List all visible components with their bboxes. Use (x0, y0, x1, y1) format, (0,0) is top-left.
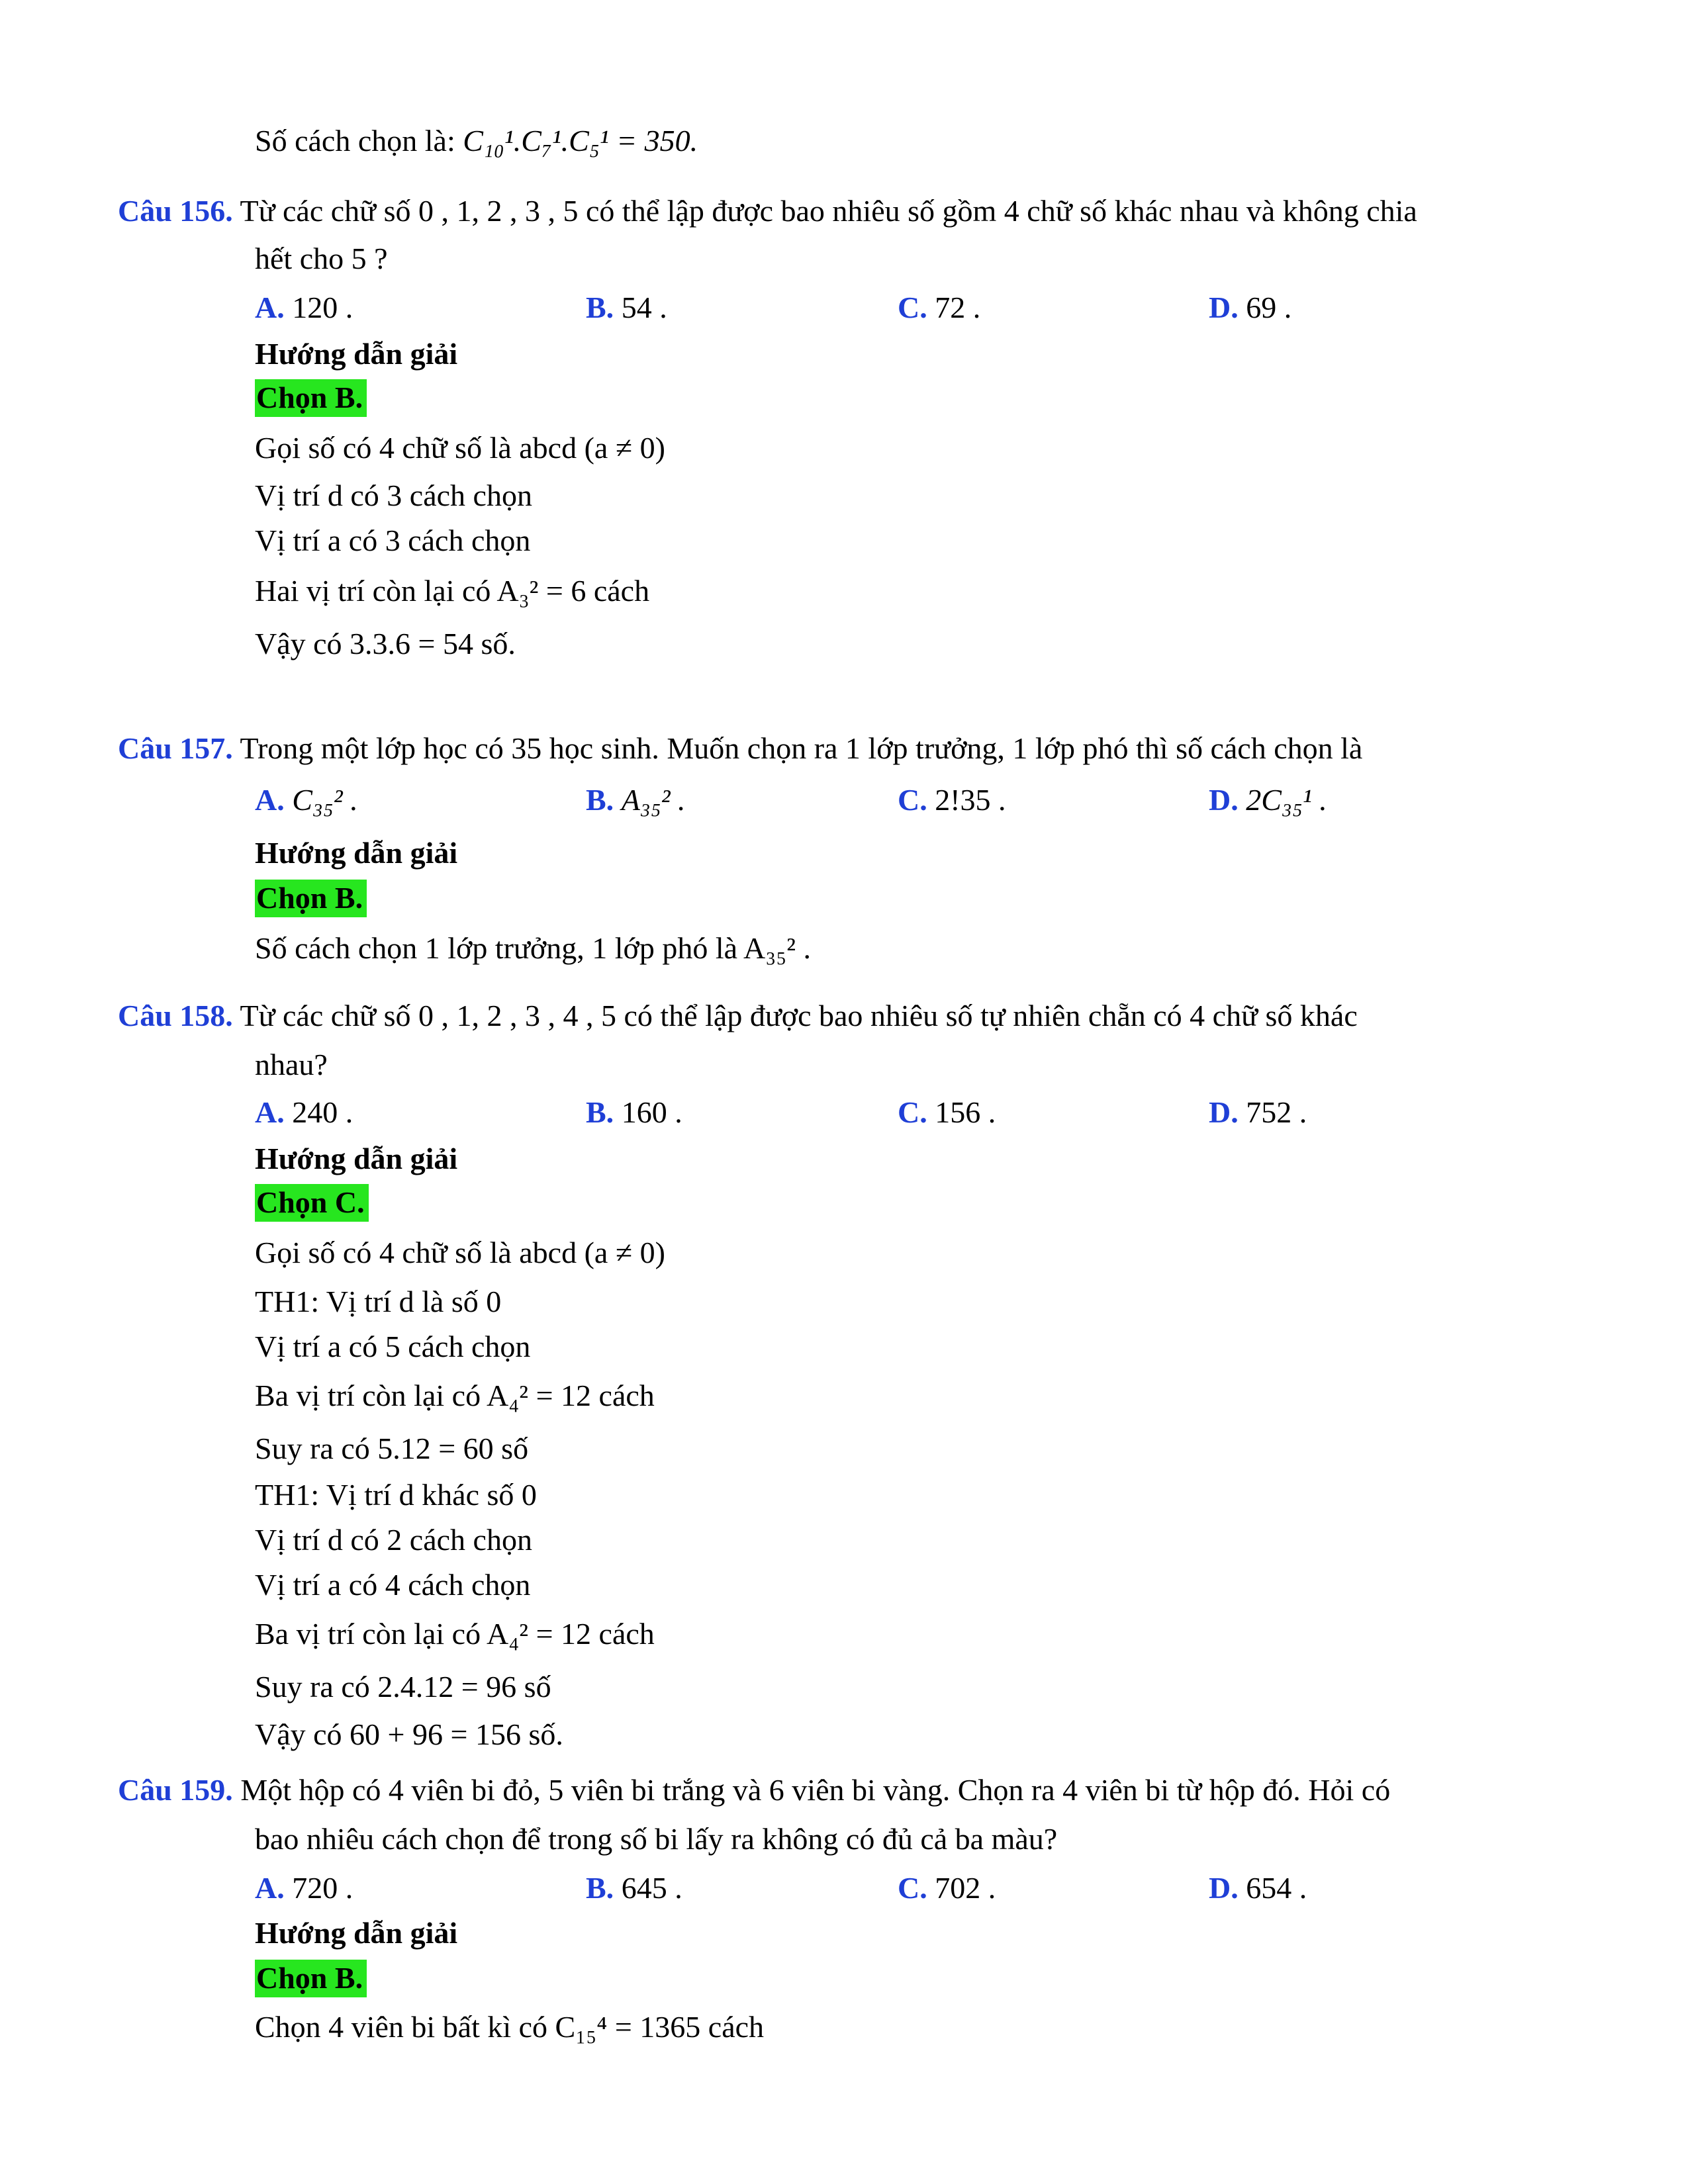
solution-text: Số cách chọn là: (255, 124, 455, 158)
option-value: 702 . (935, 1871, 996, 1905)
option-label: A. (255, 783, 285, 817)
option-value: 69 . (1246, 291, 1292, 324)
option-value: 54 . (621, 291, 667, 324)
option-value: 2!35 . (935, 783, 1006, 817)
option-value: 720 . (292, 1871, 353, 1905)
solution-line: Chọn 4 viên bi bất kì có C₁₅⁴ = 1365 cách (255, 2010, 765, 2044)
option-label: A. (255, 291, 285, 324)
solution-formula: C₁₀¹.C₇¹.C₅¹ = 350. (463, 124, 698, 158)
answer-line (255, 1963, 367, 1993)
option-label: B. (586, 1871, 614, 1905)
option-b (586, 1873, 682, 1903)
option-value: 240 . (292, 1095, 353, 1129)
solution-line: Suy ra có 5.12 = 60 số (255, 1432, 529, 1465)
option-value: A₃₅² . (621, 783, 686, 817)
solution-line: Ba vị trí còn lại có A₄² = 12 cách (255, 1379, 655, 1412)
option-label: D. (1209, 1871, 1239, 1905)
solution-line: Vị trí d có 3 cách chọn (255, 478, 532, 512)
option-c (898, 293, 980, 323)
solution-line: Số cách chọn 1 lớp trưởng, 1 lớp phó là A₃₅² . (255, 931, 812, 965)
answer-badge: Chọn B. (255, 880, 367, 917)
option-label: C. (898, 1095, 927, 1129)
answer-line (255, 883, 367, 913)
guide-heading: Hướng dẫn giải (255, 337, 458, 371)
solution-line: Vậy có 3.3.6 = 54 số. (255, 627, 516, 660)
option-label: B. (586, 783, 614, 817)
option-d (1209, 1873, 1307, 1903)
answer-badge: Chọn B. (255, 379, 367, 417)
question-label: Câu 158. (118, 999, 233, 1032)
solution-line: Suy ra có 2.4.12 = 96 số (255, 1670, 551, 1704)
option-label: B. (586, 1095, 614, 1129)
solution-line: Vị trí a có 5 cách chọn (255, 1330, 531, 1363)
option-b (586, 1097, 682, 1128)
answer-badge: Chọn C. (255, 1184, 369, 1222)
question-text: Một hộp có 4 viên bi đỏ, 5 viên bi trắng và 6 viên bi vàng. Chọn ra 4 viên bi từ hộp đó. Hỏi có (240, 1773, 1391, 1807)
option-c (898, 1097, 996, 1128)
option-label: B. (586, 291, 614, 324)
solution-line: Hai vị trí còn lại có A₃² = 6 cách (255, 574, 650, 608)
option-value: 160 . (621, 1095, 682, 1129)
option-value: 654 . (1246, 1871, 1307, 1905)
question-label: Câu 159. (118, 1773, 233, 1807)
option-label: D. (1209, 291, 1239, 324)
option-value: 645 . (621, 1871, 682, 1905)
question-text: Từ các chữ số 0 , 1, 2 , 3 , 4 , 5 có thể lập được bao nhiêu số tự nhiên chẵn có 4 chữ số khác (240, 999, 1358, 1032)
option-label: C. (898, 1871, 927, 1905)
option-value: 72 . (935, 291, 981, 324)
option-value: 120 . (292, 291, 353, 324)
option-a (255, 1097, 353, 1128)
solution-line: Ba vị trí còn lại có A₄² = 12 cách (255, 1617, 655, 1651)
question-157 (118, 733, 1362, 764)
option-value: 2C₃₅¹ . (1246, 783, 1327, 817)
option-value: 156 . (935, 1095, 996, 1129)
option-label: A. (255, 1871, 285, 1905)
guide-heading: Hướng dẫn giải (255, 836, 458, 870)
question-text: Trong một lớp học có 35 học sinh. Muốn chọn ra 1 lớp trưởng, 1 lớp phó thì số cách chọn là (240, 731, 1363, 765)
solution-line: Gọi số có 4 chữ số là abcd (a ≠ 0) (255, 431, 665, 465)
answer-line (255, 383, 367, 413)
option-value: 752 . (1246, 1095, 1307, 1129)
question-text-line2: nhau? (255, 1048, 328, 1081)
option-b (586, 293, 667, 323)
guide-heading: Hướng dẫn giải (255, 1142, 458, 1175)
option-b (586, 785, 686, 815)
answer-badge: Chọn B. (255, 1960, 367, 1997)
option-value: C₃₅² . (292, 783, 358, 817)
question-159 (118, 1775, 1390, 1805)
option-label: C. (898, 783, 927, 817)
option-label: C. (898, 291, 927, 324)
option-a (255, 1873, 353, 1903)
question-text-line2: bao nhiêu cách chọn để trong số bi lấy ra không có đủ cả ba màu? (255, 1822, 1058, 1856)
option-c (898, 785, 1006, 815)
option-label: D. (1209, 1095, 1239, 1129)
option-c (898, 1873, 996, 1903)
question-text: Từ các chữ số 0 , 1, 2 , 3 , 5 có thể lập được bao nhiêu số gồm 4 chữ số khác nhau và không chia (240, 194, 1417, 228)
option-label: A. (255, 1095, 285, 1129)
option-d (1209, 1097, 1307, 1128)
solution-line: Vậy có 60 + 96 = 156 số. (255, 1717, 563, 1751)
guide-heading: Hướng dẫn giải (255, 1916, 458, 1950)
solution-line: Vị trí a có 3 cách chọn (255, 523, 531, 557)
previous-solution-line (255, 126, 698, 156)
solution-line: Vị trí a có 4 cách chọn (255, 1568, 531, 1602)
question-label: Câu 157. (118, 731, 233, 765)
solution-line: Gọi số có 4 chữ số là abcd (a ≠ 0) (255, 1236, 665, 1269)
option-d (1209, 785, 1327, 815)
question-text-line2: hết cho 5 ? (255, 242, 388, 275)
question-158 (118, 1001, 1358, 1031)
solution-line: TH1: Vị trí d khác số 0 (255, 1478, 537, 1512)
solution-line: Vị trí d có 2 cách chọn (255, 1523, 532, 1557)
solution-line: TH1: Vị trí d là số 0 (255, 1285, 502, 1318)
option-label: D. (1209, 783, 1239, 817)
question-label: Câu 156. (118, 194, 233, 228)
option-a (255, 293, 353, 323)
option-d (1209, 293, 1291, 323)
answer-line (255, 1187, 369, 1218)
option-a (255, 785, 358, 815)
question-156 (118, 196, 1417, 226)
